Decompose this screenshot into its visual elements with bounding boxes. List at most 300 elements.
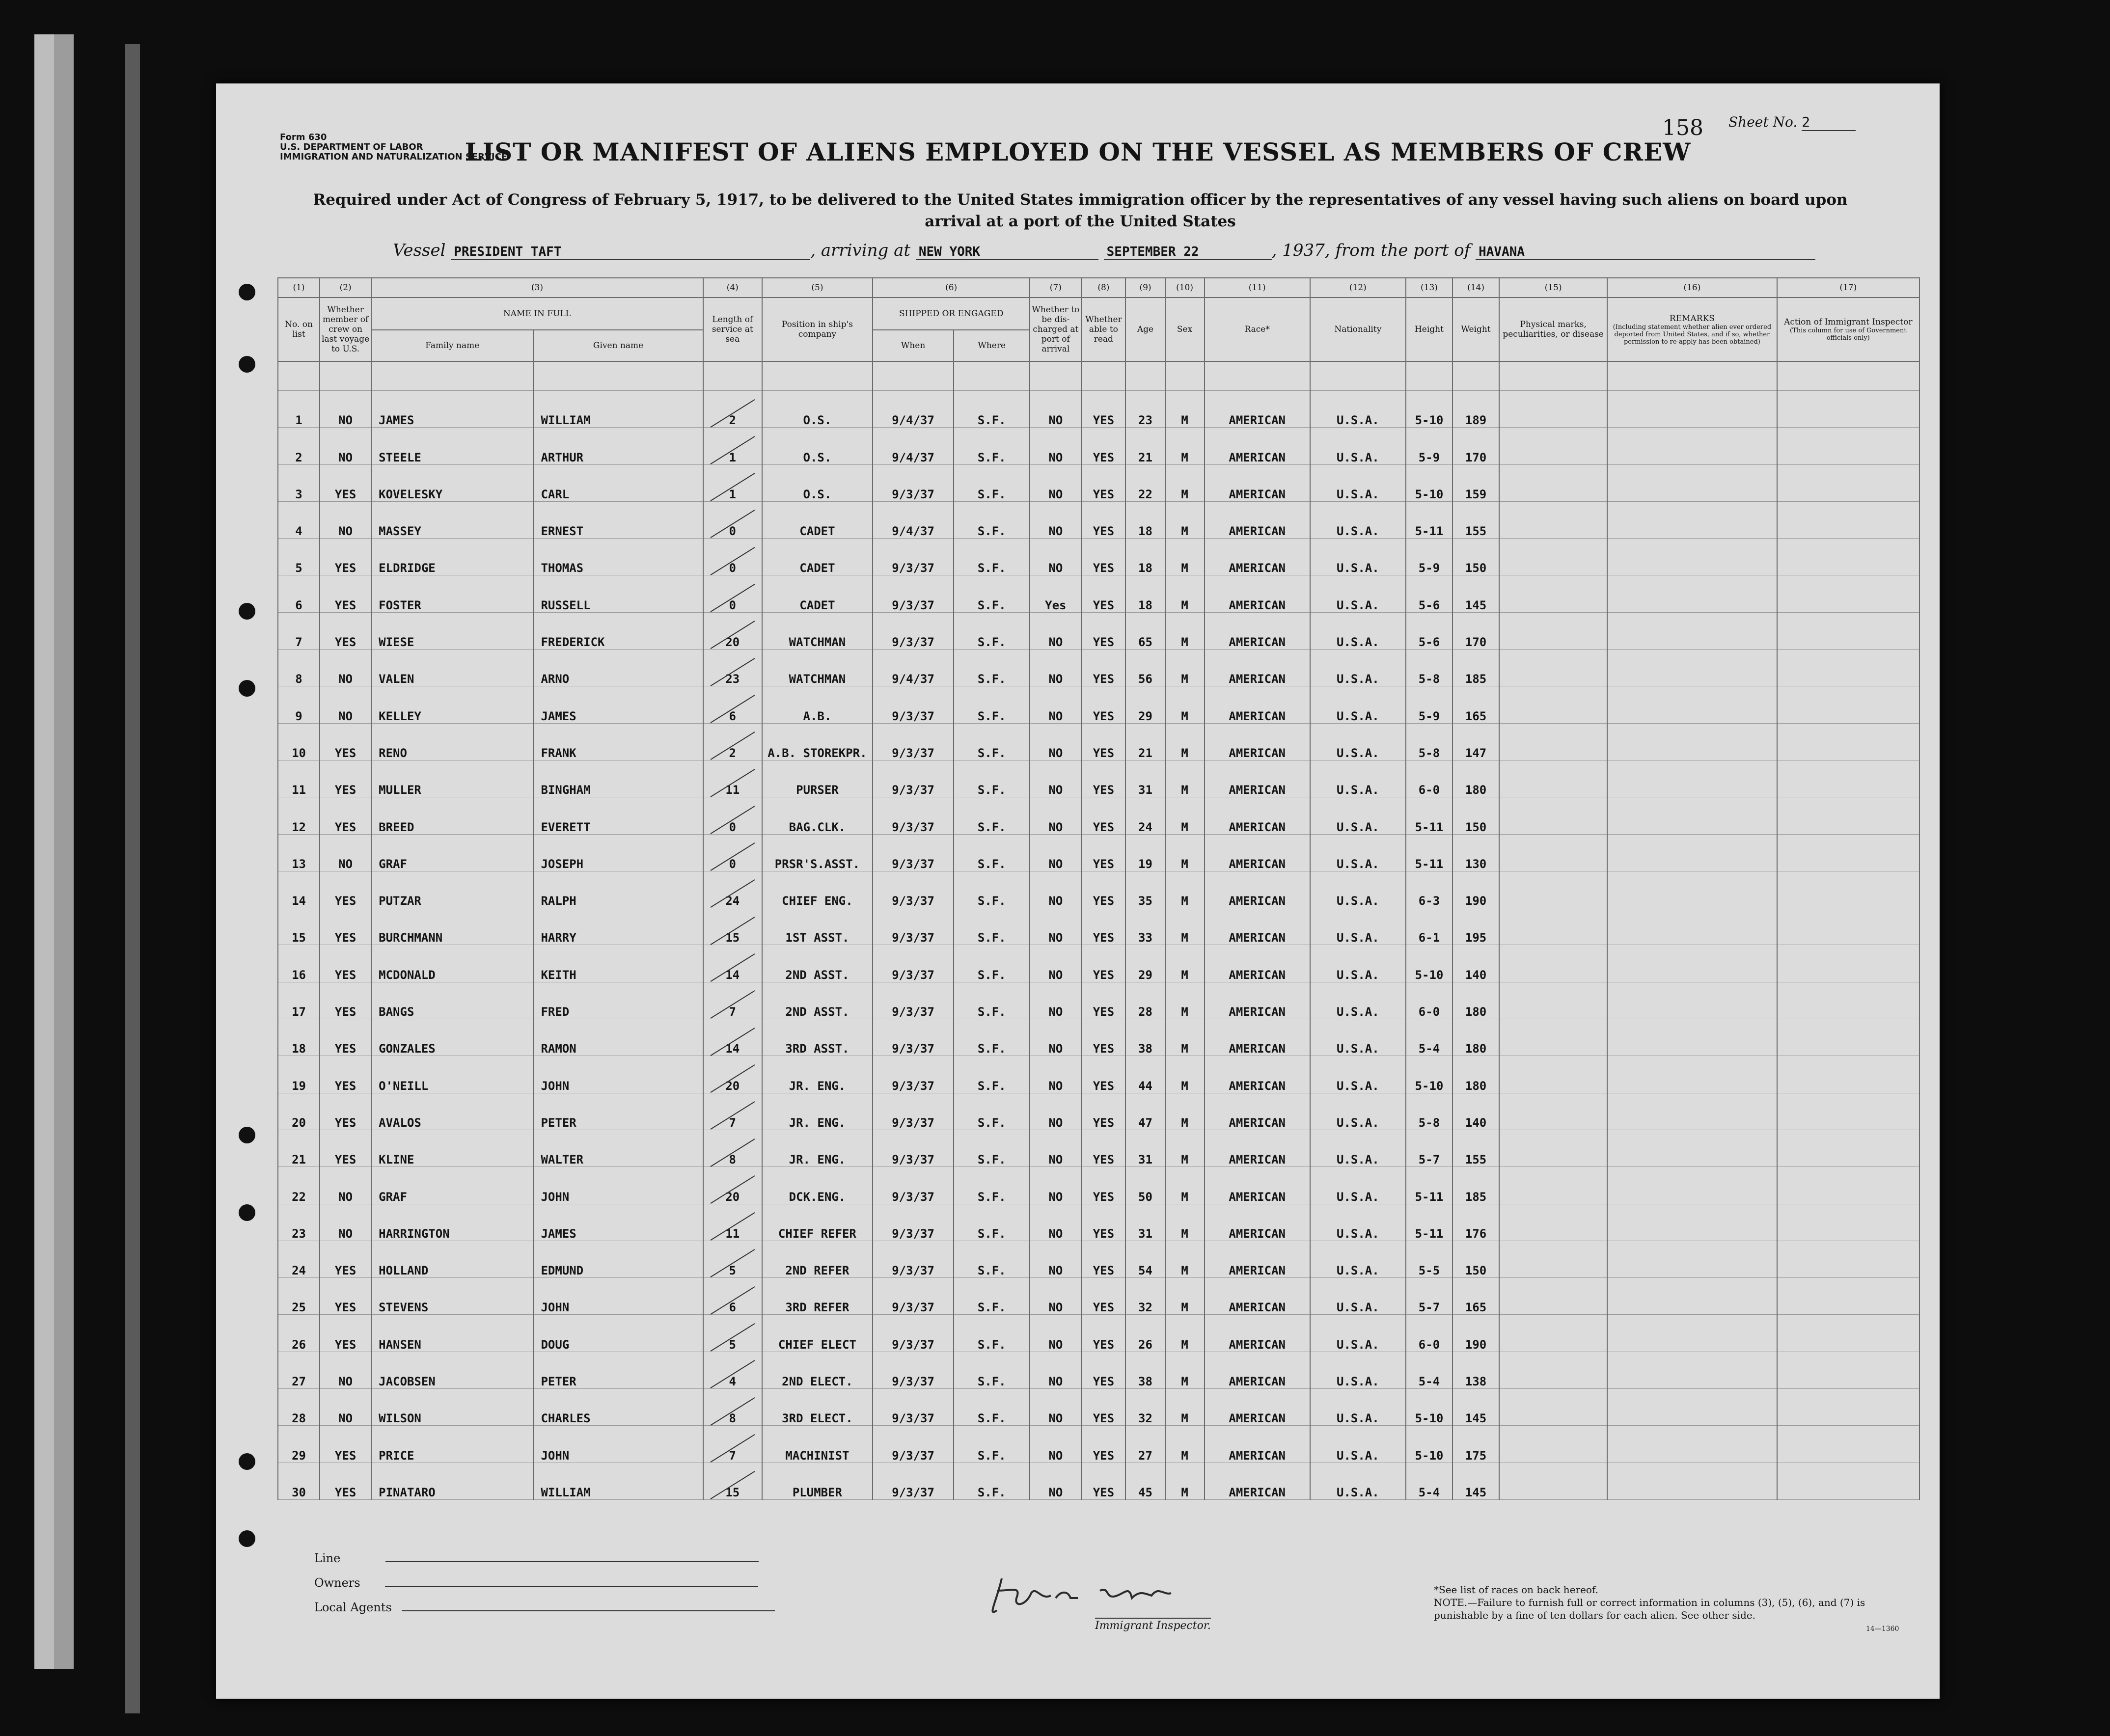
age-cell: 31 <box>1125 1130 1165 1166</box>
note-penalty: NOTE.—Failure to furnish full or correct information in columns (3), (5), (6), and (7) is punishable by a fine of ten dollars for each alien. See other side. <box>1434 1597 1865 1621</box>
nationality-cell: U.S.A. <box>1310 723 1406 760</box>
page-number: 158 <box>1662 115 1703 140</box>
shipped-where-cell: S.F. <box>954 834 1030 871</box>
arriving-label: , arriving at <box>810 241 911 260</box>
inspector-action-cell <box>1777 1019 1919 1056</box>
owners-label: Owners <box>314 1576 360 1590</box>
family-name-cell: KLINE <box>371 1130 533 1166</box>
position-cell: 2ND ASST. <box>762 982 873 1019</box>
family-name-cell: JACOBSEN <box>371 1352 533 1388</box>
col-num-15: (15) <box>1499 278 1607 298</box>
nationality-cell: U.S.A. <box>1310 428 1406 464</box>
length-service-cell: 20 <box>703 1056 762 1093</box>
nationality-cell: U.S.A. <box>1310 575 1406 612</box>
line-blank <box>385 1561 759 1562</box>
age-cell: 26 <box>1125 1315 1165 1352</box>
shipped-when-cell: 9/4/37 <box>873 650 954 686</box>
position-cell: CHIEF REFER <box>762 1204 873 1241</box>
crew-row <box>278 1463 1919 1499</box>
position-cell: 3RD ELECT. <box>762 1389 873 1426</box>
inspector-action-cell <box>1777 834 1919 871</box>
height-cell: 5-6 <box>1406 575 1452 612</box>
header-position: Position in ship's company <box>762 298 873 361</box>
shipped-when-cell: 9/3/37 <box>873 908 954 945</box>
length-service-cell: 2 <box>703 391 762 428</box>
inspector-action-cell <box>1777 908 1919 945</box>
able-to-read-cell: YES <box>1081 1130 1125 1166</box>
race-cell: AMERICAN <box>1205 1204 1310 1241</box>
document-title: LIST OR MANIFEST OF ALIENS EMPLOYED ON THE VESSEL AS MEMBERS OF CREW <box>465 137 1691 166</box>
inspector-action-cell <box>1777 575 1919 612</box>
age-cell: 50 <box>1125 1167 1165 1204</box>
physical-marks-cell <box>1499 686 1607 723</box>
inspector-action-cell <box>1777 871 1919 908</box>
row-number: 25 <box>278 1278 320 1315</box>
line-label: Line <box>314 1551 341 1565</box>
last-voyage-cell: YES <box>320 945 371 982</box>
remarks-cell <box>1607 650 1777 686</box>
inspector-action-cell <box>1777 539 1919 575</box>
age-cell: 54 <box>1125 1241 1165 1277</box>
shipped-when-cell: 9/4/37 <box>873 501 954 538</box>
punch-hole <box>239 1204 255 1221</box>
sex-cell: M <box>1165 1093 1205 1130</box>
header-discharged: Whether to be dis-charged at port of arrival <box>1030 298 1081 361</box>
row-number: 29 <box>278 1426 320 1463</box>
header-sex: Sex <box>1165 298 1205 361</box>
weight-cell: 185 <box>1452 650 1499 686</box>
given-name-cell: JAMES <box>533 686 703 723</box>
weight-cell: 150 <box>1452 539 1499 575</box>
length-service-cell: 1 <box>703 428 762 464</box>
inspector-action-cell <box>1777 1426 1919 1463</box>
owners-blank <box>385 1586 758 1587</box>
last-voyage-cell: NO <box>320 834 371 871</box>
row-number: 16 <box>278 945 320 982</box>
discharged-cell: NO <box>1030 982 1081 1019</box>
last-voyage-cell: YES <box>320 908 371 945</box>
age-cell: 21 <box>1125 723 1165 760</box>
inspector-action-cell <box>1777 1056 1919 1093</box>
able-to-read-cell: YES <box>1081 1315 1125 1352</box>
sex-cell: M <box>1165 686 1205 723</box>
age-cell: 32 <box>1125 1389 1165 1426</box>
given-name-cell: KEITH <box>533 945 703 982</box>
family-name-cell: KOVELESKY <box>371 464 533 501</box>
shipped-where-cell: S.F. <box>954 1426 1030 1463</box>
shipped-where-cell: S.F. <box>954 391 1030 428</box>
length-service-cell: 24 <box>703 871 762 908</box>
last-voyage-cell: YES <box>320 1315 371 1352</box>
shipped-when-cell: 9/3/37 <box>873 1019 954 1056</box>
shipped-when-cell: 9/3/37 <box>873 760 954 797</box>
header-no-on-list: No. on list <box>278 298 320 361</box>
row-number: 13 <box>278 834 320 871</box>
discharged-cell: NO <box>1030 723 1081 760</box>
discharged-cell: NO <box>1030 760 1081 797</box>
nationality-cell: U.S.A. <box>1310 760 1406 797</box>
crew-row <box>278 575 1919 612</box>
family-name-cell: WIESE <box>371 612 533 649</box>
last-voyage-cell: YES <box>320 1019 371 1056</box>
position-cell: PURSER <box>762 760 873 797</box>
shipped-when-cell: 9/3/37 <box>873 1315 954 1352</box>
race-cell: AMERICAN <box>1205 834 1310 871</box>
form-number: Form 630 <box>280 132 327 142</box>
age-cell: 24 <box>1125 797 1165 834</box>
length-service-cell: 15 <box>703 1463 762 1499</box>
height-cell: 5-11 <box>1406 1204 1452 1241</box>
remarks-cell <box>1607 908 1777 945</box>
sex-cell: M <box>1165 1130 1205 1166</box>
race-cell: AMERICAN <box>1205 1093 1310 1130</box>
remarks-note: (Including statement whether alien ever ordered deported from United States, and if so, whether permission to re-apply has been obtained) <box>1613 323 1772 346</box>
crew-row <box>278 797 1919 834</box>
able-to-read-cell: YES <box>1081 464 1125 501</box>
length-service-cell: 11 <box>703 760 762 797</box>
age-cell: 29 <box>1125 945 1165 982</box>
agents-blank <box>402 1610 775 1611</box>
weight-cell: 190 <box>1452 871 1499 908</box>
sex-cell: M <box>1165 1389 1205 1426</box>
col-num-7: (7) <box>1030 278 1081 298</box>
weight-cell: 165 <box>1452 686 1499 723</box>
last-voyage-cell: NO <box>320 501 371 538</box>
last-voyage-cell: YES <box>320 1130 371 1166</box>
weight-cell: 180 <box>1452 760 1499 797</box>
discharged-cell: NO <box>1030 1315 1081 1352</box>
crew-row <box>278 1352 1919 1388</box>
row-number: 23 <box>278 1204 320 1241</box>
crew-row <box>278 1389 1919 1426</box>
weight-cell: 150 <box>1452 797 1499 834</box>
weight-cell: 176 <box>1452 1204 1499 1241</box>
race-cell: AMERICAN <box>1205 1278 1310 1315</box>
header-name-in-full: NAME IN FULL <box>371 298 703 330</box>
remarks-cell <box>1607 539 1777 575</box>
inspector-action-cell <box>1777 945 1919 982</box>
inspector-action-cell <box>1777 1352 1919 1388</box>
inspector-action-cell <box>1777 760 1919 797</box>
col-num-16: (16) <box>1607 278 1777 298</box>
remarks-cell <box>1607 982 1777 1019</box>
row-number: 12 <box>278 797 320 834</box>
shipped-when-cell: 9/3/37 <box>873 575 954 612</box>
weight-cell: 145 <box>1452 575 1499 612</box>
family-name-cell: BURCHMANN <box>371 908 533 945</box>
weight-cell: 185 <box>1452 1167 1499 1204</box>
given-name-cell: FREDERICK <box>533 612 703 649</box>
nationality-cell: U.S.A. <box>1310 1241 1406 1277</box>
remarks-cell <box>1607 1352 1777 1388</box>
row-number: 5 <box>278 539 320 575</box>
discharged-cell: NO <box>1030 1278 1081 1315</box>
given-name-cell: ARNO <box>533 650 703 686</box>
length-service-cell: 0 <box>703 539 762 575</box>
physical-marks-cell <box>1499 1019 1607 1056</box>
row-number: 15 <box>278 908 320 945</box>
length-service-cell: 15 <box>703 908 762 945</box>
race-cell: AMERICAN <box>1205 1389 1310 1426</box>
discharged-cell: NO <box>1030 1167 1081 1204</box>
physical-marks-cell <box>1499 908 1607 945</box>
header-age: Age <box>1125 298 1165 361</box>
height-cell: 6-3 <box>1406 871 1452 908</box>
given-name-cell: WILLIAM <box>533 391 703 428</box>
nationality-cell: U.S.A. <box>1310 1315 1406 1352</box>
height-cell: 5-11 <box>1406 1167 1452 1204</box>
inspector-action-cell <box>1777 650 1919 686</box>
age-cell: 21 <box>1125 428 1165 464</box>
family-name-cell: RENO <box>371 723 533 760</box>
sheet-label: Sheet No. <box>1728 114 1798 130</box>
height-cell: 5-4 <box>1406 1463 1452 1499</box>
position-cell: PLUMBER <box>762 1463 873 1499</box>
nationality-cell: U.S.A. <box>1310 1019 1406 1056</box>
family-name-cell: O'NEILL <box>371 1056 533 1093</box>
discharged-cell: NO <box>1030 391 1081 428</box>
able-to-read-cell: YES <box>1081 834 1125 871</box>
nationality-cell: U.S.A. <box>1310 686 1406 723</box>
age-cell: 65 <box>1125 612 1165 649</box>
crew-row <box>278 1315 1919 1352</box>
position-cell: 3RD ASST. <box>762 1019 873 1056</box>
nationality-cell: U.S.A. <box>1310 945 1406 982</box>
header-given-name: Given name <box>533 330 703 361</box>
inspector-action-cell <box>1777 1130 1919 1166</box>
physical-marks-cell <box>1499 1056 1607 1093</box>
action-title: Action of Immigrant Inspector <box>1784 317 1913 327</box>
discharged-cell: Yes <box>1030 575 1081 612</box>
physical-marks-cell <box>1499 501 1607 538</box>
shipped-when-cell: 9/4/37 <box>873 428 954 464</box>
position-cell: JR. ENG. <box>762 1130 873 1166</box>
able-to-read-cell: YES <box>1081 1463 1125 1499</box>
nationality-cell: U.S.A. <box>1310 464 1406 501</box>
age-cell: 35 <box>1125 871 1165 908</box>
nationality-cell: U.S.A. <box>1310 1426 1406 1463</box>
length-service-cell: 5 <box>703 1241 762 1277</box>
shipped-when-cell: 9/3/37 <box>873 1352 954 1388</box>
discharged-cell: NO <box>1030 1056 1081 1093</box>
header-physical-marks: Physical marks, peculiarities, or disease <box>1499 298 1607 361</box>
race-cell: AMERICAN <box>1205 908 1310 945</box>
discharged-cell: NO <box>1030 1463 1081 1499</box>
last-voyage-cell: NO <box>320 1167 371 1204</box>
position-cell: 2ND REFER <box>762 1241 873 1277</box>
length-service-cell: 23 <box>703 650 762 686</box>
able-to-read-cell: YES <box>1081 797 1125 834</box>
row-number: 3 <box>278 464 320 501</box>
family-name-cell: PRICE <box>371 1426 533 1463</box>
height-cell: 5-11 <box>1406 797 1452 834</box>
family-name-cell: STEELE <box>371 428 533 464</box>
agency-service: IMMIGRATION AND NATURALIZATION SERVICE <box>280 152 508 162</box>
discharged-cell: NO <box>1030 834 1081 871</box>
position-cell: BAG.CLK. <box>762 797 873 834</box>
race-cell: AMERICAN <box>1205 1352 1310 1388</box>
discharged-cell: NO <box>1030 1389 1081 1426</box>
inspector-label: Immigrant Inspector. <box>1095 1618 1211 1632</box>
discharged-cell: NO <box>1030 871 1081 908</box>
vessel-label: Vessel <box>393 241 446 260</box>
shipped-where-cell: S.F. <box>954 1093 1030 1130</box>
shipped-when-cell: 9/3/37 <box>873 612 954 649</box>
length-service-cell: 11 <box>703 1204 762 1241</box>
row-number: 30 <box>278 1463 320 1499</box>
last-voyage-cell: YES <box>320 464 371 501</box>
col-num-3: (3) <box>371 278 703 298</box>
position-cell: WATCHMAN <box>762 650 873 686</box>
age-cell: 18 <box>1125 501 1165 538</box>
family-name-cell: FOSTER <box>371 575 533 612</box>
physical-marks-cell <box>1499 539 1607 575</box>
position-cell: JR. ENG. <box>762 1093 873 1130</box>
family-name-cell: PINATARO <box>371 1463 533 1499</box>
given-name-cell: BINGHAM <box>533 760 703 797</box>
discharged-cell: NO <box>1030 686 1081 723</box>
weight-cell: 150 <box>1452 1241 1499 1277</box>
position-cell: JR. ENG. <box>762 1056 873 1093</box>
row-number: 24 <box>278 1241 320 1277</box>
sex-cell: M <box>1165 760 1205 797</box>
inspector-action-cell <box>1777 723 1919 760</box>
shipped-when-cell: 9/3/37 <box>873 1389 954 1426</box>
shipped-when-cell: 9/4/37 <box>873 391 954 428</box>
physical-marks-cell <box>1499 1093 1607 1130</box>
shipped-where-cell: S.F. <box>954 908 1030 945</box>
note-races: *See list of races on back hereof. <box>1434 1584 1599 1596</box>
punch-hole <box>239 1453 255 1470</box>
race-cell: AMERICAN <box>1205 1315 1310 1352</box>
discharged-cell: NO <box>1030 464 1081 501</box>
physical-marks-cell <box>1499 1167 1607 1204</box>
arrival-port: NEW YORK <box>916 244 1098 260</box>
race-cell: AMERICAN <box>1205 464 1310 501</box>
weight-cell: 170 <box>1452 612 1499 649</box>
blank-row <box>278 361 1919 391</box>
shipped-when-cell: 9/3/37 <box>873 464 954 501</box>
able-to-read-cell: YES <box>1081 982 1125 1019</box>
col-num-1: (1) <box>278 278 320 298</box>
position-cell: CADET <box>762 539 873 575</box>
sex-cell: M <box>1165 464 1205 501</box>
remarks-cell <box>1607 871 1777 908</box>
position-cell: CHIEF ENG. <box>762 871 873 908</box>
shipped-when-cell: 9/3/37 <box>873 1426 954 1463</box>
race-cell: AMERICAN <box>1205 1056 1310 1093</box>
race-cell: AMERICAN <box>1205 1426 1310 1463</box>
nationality-cell: U.S.A. <box>1310 982 1406 1019</box>
given-name-cell: ERNEST <box>533 501 703 538</box>
family-name-cell: JAMES <box>371 391 533 428</box>
length-service-cell: 0 <box>703 834 762 871</box>
able-to-read-cell: YES <box>1081 1278 1125 1315</box>
family-name-cell: MULLER <box>371 760 533 797</box>
weight-cell: 145 <box>1452 1463 1499 1499</box>
sex-cell: M <box>1165 1167 1205 1204</box>
height-cell: 5-7 <box>1406 1278 1452 1315</box>
discharged-cell: NO <box>1030 1093 1081 1130</box>
last-voyage-cell: YES <box>320 723 371 760</box>
sex-cell: M <box>1165 908 1205 945</box>
given-name-cell: WALTER <box>533 1130 703 1166</box>
shipped-where-cell: S.F. <box>954 871 1030 908</box>
punch-hole <box>239 603 255 620</box>
last-voyage-cell: YES <box>320 539 371 575</box>
height-cell: 6-0 <box>1406 1315 1452 1352</box>
age-cell: 32 <box>1125 1278 1165 1315</box>
weight-cell: 190 <box>1452 1315 1499 1352</box>
physical-marks-cell <box>1499 834 1607 871</box>
position-cell: 2ND ELECT. <box>762 1352 873 1388</box>
crew-row <box>278 1056 1919 1093</box>
remarks-cell <box>1607 1130 1777 1166</box>
last-voyage-cell: NO <box>320 391 371 428</box>
length-service-cell: 0 <box>703 575 762 612</box>
col-num-9: (9) <box>1125 278 1165 298</box>
row-number: 8 <box>278 650 320 686</box>
height-cell: 5-10 <box>1406 391 1452 428</box>
row-number: 14 <box>278 871 320 908</box>
row-number: 26 <box>278 1315 320 1352</box>
age-cell: 28 <box>1125 982 1165 1019</box>
given-name-cell: RALPH <box>533 871 703 908</box>
sex-cell: M <box>1165 797 1205 834</box>
sex-cell: M <box>1165 575 1205 612</box>
last-voyage-cell: YES <box>320 1056 371 1093</box>
nationality-cell: U.S.A. <box>1310 539 1406 575</box>
remarks-cell <box>1607 1463 1777 1499</box>
shipped-where-cell: S.F. <box>954 797 1030 834</box>
row-number: 22 <box>278 1167 320 1204</box>
physical-marks-cell <box>1499 575 1607 612</box>
shipped-where-cell: S.F. <box>954 1278 1030 1315</box>
length-service-cell: 7 <box>703 1093 762 1130</box>
remarks-cell <box>1607 945 1777 982</box>
inspector-action-cell <box>1777 391 1919 428</box>
race-cell: AMERICAN <box>1205 945 1310 982</box>
shipped-where-cell: S.F. <box>954 945 1030 982</box>
shipped-where-cell: S.F. <box>954 1167 1030 1204</box>
sex-cell: M <box>1165 1463 1205 1499</box>
remarks-cell <box>1607 834 1777 871</box>
row-number: 17 <box>278 982 320 1019</box>
age-cell: 31 <box>1125 760 1165 797</box>
able-to-read-cell: YES <box>1081 945 1125 982</box>
given-name-cell: JOSEPH <box>533 834 703 871</box>
physical-marks-cell <box>1499 797 1607 834</box>
shipped-when-cell: 9/3/37 <box>873 1204 954 1241</box>
nationality-cell: U.S.A. <box>1310 834 1406 871</box>
position-cell: O.S. <box>762 391 873 428</box>
able-to-read-cell: YES <box>1081 1426 1125 1463</box>
height-cell: 5-11 <box>1406 501 1452 538</box>
crew-row <box>278 612 1919 649</box>
age-cell: 56 <box>1125 650 1165 686</box>
given-name-cell: JOHN <box>533 1426 703 1463</box>
age-cell: 29 <box>1125 686 1165 723</box>
sex-cell: M <box>1165 1278 1205 1315</box>
weight-cell: 180 <box>1452 1056 1499 1093</box>
age-cell: 23 <box>1125 391 1165 428</box>
race-cell: AMERICAN <box>1205 760 1310 797</box>
header-race: Race* <box>1205 298 1310 361</box>
inspector-action-cell <box>1777 612 1919 649</box>
crew-row <box>278 1278 1919 1315</box>
remarks-cell <box>1607 1278 1777 1315</box>
able-to-read-cell: YES <box>1081 908 1125 945</box>
